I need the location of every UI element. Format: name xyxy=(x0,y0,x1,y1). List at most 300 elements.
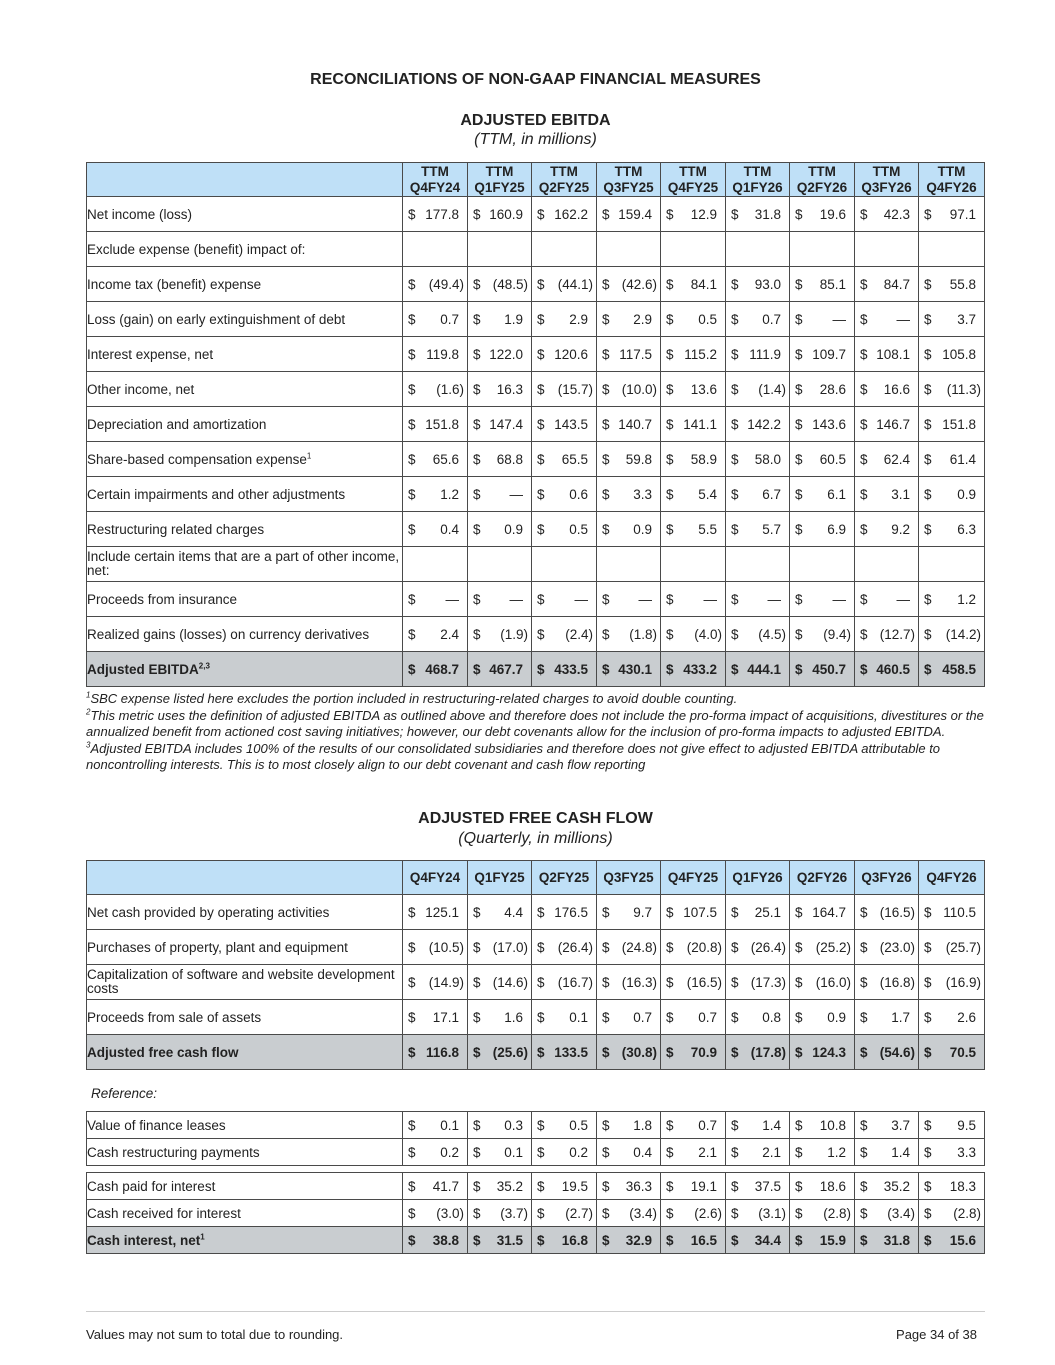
cell-value: 0.1 xyxy=(440,1117,459,1133)
currency-symbol: $ xyxy=(473,486,481,502)
currency-symbol: $ xyxy=(537,381,545,397)
cell-value: 111.9 xyxy=(749,346,781,362)
column-header xyxy=(661,163,726,197)
value-cell xyxy=(597,267,661,302)
value-cell-content xyxy=(855,487,918,502)
currency-symbol: $ xyxy=(666,1117,674,1133)
value-cell xyxy=(597,1000,661,1035)
value-cell-content xyxy=(468,207,531,222)
value-cell-content xyxy=(661,1010,725,1025)
row-label-text: Net income (loss) xyxy=(87,206,193,222)
currency-symbol: $ xyxy=(537,904,545,920)
value-cell xyxy=(661,617,726,652)
currency-symbol: $ xyxy=(473,1117,481,1133)
currency-symbol: $ xyxy=(731,904,739,920)
header-blank xyxy=(87,861,403,895)
currency-symbol: $ xyxy=(924,939,932,955)
value-cell xyxy=(661,407,726,442)
value-cell xyxy=(661,1035,726,1070)
cell-value: 159.4 xyxy=(618,206,652,222)
value-cell xyxy=(919,442,985,477)
cell-value: (49.4) xyxy=(428,276,464,292)
table-row xyxy=(87,965,985,1000)
currency-symbol: $ xyxy=(795,1232,803,1248)
value-cell xyxy=(532,1139,597,1166)
value-cell-content xyxy=(855,905,918,920)
row-label xyxy=(87,442,403,477)
cell-value: 430.1 xyxy=(618,661,652,677)
value-cell-content xyxy=(790,487,854,502)
currency-symbol: $ xyxy=(537,521,545,537)
cell-value: 0.4 xyxy=(633,1144,652,1160)
cell-value: 176.5 xyxy=(554,904,588,920)
cell-value: 164.7 xyxy=(812,904,846,920)
currency-symbol: $ xyxy=(473,1009,481,1025)
cell-value: 65.5 xyxy=(561,451,588,467)
value-cell-content xyxy=(468,1179,531,1194)
cell-value: 1.2 xyxy=(957,591,976,607)
column-header-line2: Q3FY25 xyxy=(603,179,654,195)
cell-value: 3.7 xyxy=(891,1117,910,1133)
column-header-line2: Q4FY24 xyxy=(409,179,461,195)
value-cell-content xyxy=(726,452,789,467)
currency-symbol: $ xyxy=(408,346,416,362)
currency-symbol: $ xyxy=(731,1232,739,1248)
currency-symbol: $ xyxy=(602,346,610,362)
value-cell xyxy=(403,1000,468,1035)
cell-value: (26.4) xyxy=(557,939,593,955)
cell-value: 1.8 xyxy=(633,1117,652,1133)
value-cell xyxy=(403,1173,468,1200)
row-label-text: Loss (gain) on early extinguishment of debt xyxy=(87,311,346,327)
value-cell xyxy=(790,302,855,337)
currency-symbol: $ xyxy=(537,346,545,362)
currency-symbol: $ xyxy=(795,276,803,292)
value-cell-content xyxy=(919,975,984,990)
value-cell-content xyxy=(532,662,596,677)
value-cell xyxy=(532,1000,597,1035)
currency-symbol: $ xyxy=(731,1178,739,1194)
page-title: RECONCILIATIONS OF NON-GAAP FINANCIAL MEASURES xyxy=(310,71,761,88)
value-cell xyxy=(597,617,661,652)
footnote xyxy=(86,741,991,774)
value-cell-content xyxy=(403,487,467,502)
value-cell xyxy=(726,477,790,512)
value-cell xyxy=(919,1112,985,1139)
value-cell-content xyxy=(532,1145,596,1160)
currency-symbol: $ xyxy=(408,661,416,677)
value-cell-content xyxy=(661,522,725,537)
cell-value: 18.3 xyxy=(949,1178,976,1194)
cell-value: 31.5 xyxy=(496,1232,523,1248)
value-cell xyxy=(790,930,855,965)
cell-value: (20.8) xyxy=(686,939,722,955)
value-cell-content xyxy=(403,207,467,222)
total-row xyxy=(87,1035,985,1070)
currency-symbol: $ xyxy=(473,521,481,537)
currency-symbol: $ xyxy=(731,626,739,642)
currency-symbol: $ xyxy=(666,1144,674,1160)
value-cell-content xyxy=(919,522,984,537)
currency-symbol: $ xyxy=(473,939,481,955)
currency-symbol: $ xyxy=(473,626,481,642)
currency-symbol: $ xyxy=(924,904,932,920)
currency-symbol: $ xyxy=(795,1144,803,1160)
value-cell-content xyxy=(403,1045,467,1060)
value-cell xyxy=(726,267,790,302)
fcf-table xyxy=(86,860,985,1070)
value-cell-content xyxy=(532,207,596,222)
value-cell xyxy=(855,547,919,582)
cell-value: 42.3 xyxy=(883,206,910,222)
value-cell xyxy=(661,372,726,407)
value-cell-content xyxy=(726,312,789,327)
value-cell-content xyxy=(790,1179,854,1194)
row-label-text: Share-based compensation expense xyxy=(87,451,307,467)
value-cell-content xyxy=(597,627,660,642)
column-header xyxy=(855,163,919,197)
value-cell-content xyxy=(597,487,660,502)
value-cell-content xyxy=(726,1010,789,1025)
cell-value: 58.0 xyxy=(754,451,781,467)
currency-symbol: $ xyxy=(537,1117,545,1133)
currency-symbol: $ xyxy=(924,521,932,537)
value-cell-content xyxy=(726,592,789,607)
cell-value: 36.3 xyxy=(625,1178,652,1194)
cell-value: 1.7 xyxy=(891,1009,910,1025)
cell-value: 0.5 xyxy=(569,1117,588,1133)
value-cell-content xyxy=(597,382,660,397)
footnote-number: 3 xyxy=(86,740,91,750)
value-cell-content xyxy=(790,312,854,327)
currency-symbol: $ xyxy=(666,939,674,955)
value-cell-content xyxy=(726,1118,789,1133)
value-cell-content xyxy=(855,1233,918,1248)
cell-value: (3.0) xyxy=(436,1205,464,1221)
value-cell-content xyxy=(532,1118,596,1133)
cell-value: 60.5 xyxy=(819,451,846,467)
currency-symbol: $ xyxy=(666,381,674,397)
table-row xyxy=(87,372,985,407)
currency-symbol: $ xyxy=(795,1178,803,1194)
cell-value: 6.3 xyxy=(957,521,976,537)
currency-symbol: $ xyxy=(924,276,932,292)
row-label xyxy=(87,1227,403,1254)
value-cell xyxy=(468,1139,532,1166)
cell-value: — xyxy=(509,486,523,502)
value-cell xyxy=(532,1200,597,1227)
cell-value: 61.4 xyxy=(949,451,976,467)
value-cell xyxy=(919,407,985,442)
value-cell-content xyxy=(403,592,467,607)
cell-value: 0.9 xyxy=(957,486,976,502)
cell-value: 0.7 xyxy=(440,311,459,327)
cell-value: 13.6 xyxy=(690,381,717,397)
currency-symbol: $ xyxy=(731,1044,739,1060)
value-cell-content xyxy=(790,417,854,432)
value-cell-content xyxy=(661,975,725,990)
value-cell xyxy=(403,232,468,267)
currency-symbol: $ xyxy=(473,1044,481,1060)
cell-value: 62.4 xyxy=(883,451,910,467)
value-cell-content xyxy=(790,1118,854,1133)
value-cell-content xyxy=(919,1010,984,1025)
cell-value: (2.7) xyxy=(565,1205,593,1221)
value-cell-content xyxy=(532,1233,596,1248)
footnotes xyxy=(86,691,991,774)
cell-value: (24.8) xyxy=(621,939,657,955)
value-cell-content xyxy=(532,1010,596,1025)
value-cell-content xyxy=(403,627,467,642)
column-header: Q4FY26 xyxy=(919,861,985,895)
column-header-line2: Q1FY25 xyxy=(474,179,525,195)
value-cell xyxy=(661,337,726,372)
cell-value: 70.5 xyxy=(949,1044,976,1060)
currency-symbol: $ xyxy=(795,591,803,607)
cell-value: 151.8 xyxy=(425,416,459,432)
value-cell-content xyxy=(726,207,789,222)
value-cell-content xyxy=(403,1179,467,1194)
value-cell xyxy=(790,1227,855,1254)
fcf-subtitle: (Quarterly, in millions) xyxy=(458,830,613,847)
value-cell xyxy=(726,1035,790,1070)
column-header-line2: Q2FY25 xyxy=(538,179,590,195)
cell-value: 460.5 xyxy=(876,661,910,677)
cell-value: (42.6) xyxy=(621,276,657,292)
cell-value: 84.7 xyxy=(883,276,910,292)
value-cell-content xyxy=(855,940,918,955)
cell-value: 0.5 xyxy=(698,311,717,327)
value-cell-content xyxy=(403,347,467,362)
value-cell xyxy=(855,372,919,407)
cell-value: (2.8) xyxy=(823,1205,851,1221)
table-row xyxy=(87,442,985,477)
value-cell-content xyxy=(532,382,596,397)
cell-value: 34.4 xyxy=(754,1232,781,1248)
value-cell xyxy=(726,232,790,267)
value-cell xyxy=(790,232,855,267)
cell-value: (1.9) xyxy=(500,626,528,642)
row-label xyxy=(87,582,403,617)
cell-value: 9.7 xyxy=(633,904,652,920)
row-label xyxy=(87,197,403,232)
reference-table-leases xyxy=(86,1111,985,1166)
cell-value: — xyxy=(896,311,910,327)
column-header-line2: Q1FY26 xyxy=(732,179,783,195)
value-cell-content xyxy=(726,382,789,397)
cell-value: — xyxy=(574,591,588,607)
value-cell xyxy=(855,512,919,547)
page-number: Page 34 of 38 xyxy=(896,1327,977,1342)
table-row xyxy=(87,232,985,267)
row-label xyxy=(87,512,403,547)
value-cell-content xyxy=(597,452,660,467)
value-cell xyxy=(661,1227,726,1254)
currency-symbol: $ xyxy=(408,939,416,955)
value-cell xyxy=(597,547,661,582)
cell-value: 93.0 xyxy=(754,276,781,292)
value-cell-content xyxy=(790,1206,854,1221)
currency-symbol: $ xyxy=(860,451,868,467)
value-cell xyxy=(790,895,855,930)
value-cell-content xyxy=(597,312,660,327)
cell-value: 107.5 xyxy=(683,904,717,920)
value-cell-content xyxy=(726,277,789,292)
currency-symbol: $ xyxy=(602,1178,610,1194)
currency-symbol: $ xyxy=(860,206,868,222)
value-cell xyxy=(468,652,532,687)
cell-value: (14.2) xyxy=(945,626,981,642)
value-cell-content xyxy=(726,975,789,990)
table-row xyxy=(87,1139,985,1166)
value-cell xyxy=(661,1112,726,1139)
cell-value: (16.9) xyxy=(945,974,981,990)
table-row xyxy=(87,1173,985,1200)
currency-symbol: $ xyxy=(924,451,932,467)
currency-symbol: $ xyxy=(924,1117,932,1133)
value-cell xyxy=(855,407,919,442)
row-label xyxy=(87,547,403,582)
column-header xyxy=(597,163,661,197)
value-cell xyxy=(855,302,919,337)
value-cell-content xyxy=(468,452,531,467)
currency-symbol: $ xyxy=(537,974,545,990)
value-cell-content xyxy=(597,277,660,292)
column-header-line2: Q4FY25 xyxy=(667,179,719,195)
cell-value: 125.1 xyxy=(425,904,459,920)
cell-value: 9.2 xyxy=(891,521,910,537)
value-cell-content xyxy=(468,312,531,327)
value-cell-content xyxy=(855,627,918,642)
currency-symbol: $ xyxy=(666,1044,674,1060)
column-header: Q3FY26 xyxy=(855,861,919,895)
value-cell-content xyxy=(597,940,660,955)
value-cell xyxy=(919,652,985,687)
value-cell-content xyxy=(468,627,531,642)
value-cell xyxy=(468,232,532,267)
cell-value: (44.1) xyxy=(557,276,593,292)
cell-value: (1.4) xyxy=(758,381,786,397)
currency-symbol: $ xyxy=(473,1232,481,1248)
value-cell-content xyxy=(532,1206,596,1221)
value-cell-content xyxy=(403,522,467,537)
cell-value: (12.7) xyxy=(879,626,915,642)
value-cell xyxy=(597,582,661,617)
value-cell xyxy=(468,1173,532,1200)
column-header: Q4FY25 xyxy=(661,861,726,895)
value-cell xyxy=(855,1227,919,1254)
value-cell-content xyxy=(597,1179,660,1194)
row-label xyxy=(87,1139,403,1166)
cell-value: (3.4) xyxy=(629,1205,657,1221)
row-label xyxy=(87,1112,403,1139)
value-cell-content xyxy=(919,905,984,920)
cell-value: 115.2 xyxy=(684,346,717,362)
value-cell-content xyxy=(403,975,467,990)
cell-value: 5.7 xyxy=(762,521,781,537)
currency-symbol: $ xyxy=(924,416,932,432)
row-label-text: Capitalization of software and website development costs xyxy=(87,967,395,996)
footnote-marker: 1 xyxy=(306,451,312,460)
cell-value: (16.0) xyxy=(815,974,851,990)
footnote-text: This metric uses the definition of adjusted EBITDA as outlined above and therefore does not include the pro-forma impact of acquisitions, divestitures or the annualized benefit from actioned cost saving initiatives; however, our debt covenants allow for the inclusion of pro-forma impacts to adjusted EBITDA. xyxy=(86,707,984,739)
currency-symbol: $ xyxy=(666,1178,674,1194)
value-cell xyxy=(532,232,597,267)
currency-symbol: $ xyxy=(795,206,803,222)
cell-value: 1.9 xyxy=(504,311,523,327)
value-cell-content xyxy=(661,417,725,432)
currency-symbol: $ xyxy=(731,974,739,990)
value-cell xyxy=(403,267,468,302)
value-cell xyxy=(532,407,597,442)
currency-symbol: $ xyxy=(795,1009,803,1025)
currency-symbol: $ xyxy=(860,416,868,432)
value-cell xyxy=(855,1173,919,1200)
row-label-text: Certain impairments and other adjustments xyxy=(87,486,346,502)
value-cell xyxy=(855,1200,919,1227)
value-cell-content xyxy=(790,1145,854,1160)
currency-symbol: $ xyxy=(731,206,739,222)
value-cell xyxy=(726,197,790,232)
value-cell-content xyxy=(855,1010,918,1025)
cell-value: 3.1 xyxy=(891,486,910,502)
currency-symbol: $ xyxy=(666,346,674,362)
column-header xyxy=(403,163,468,197)
value-cell xyxy=(726,1000,790,1035)
cell-value: 151.8 xyxy=(942,416,976,432)
row-label xyxy=(87,895,403,930)
value-cell xyxy=(790,477,855,512)
value-cell-content xyxy=(855,1118,918,1133)
value-cell-content xyxy=(403,662,467,677)
currency-symbol: $ xyxy=(795,346,803,362)
table-row xyxy=(87,582,985,617)
value-cell-content xyxy=(532,487,596,502)
value-cell-content xyxy=(855,1206,918,1221)
column-header xyxy=(919,163,985,197)
currency-symbol: $ xyxy=(473,451,481,467)
value-cell xyxy=(790,965,855,1000)
value-cell xyxy=(661,477,726,512)
currency-symbol: $ xyxy=(795,1205,803,1221)
currency-symbol: $ xyxy=(473,1144,481,1160)
currency-symbol: $ xyxy=(731,486,739,502)
value-cell-content xyxy=(855,662,918,677)
value-cell-content xyxy=(661,277,725,292)
row-label-text: Interest expense, net xyxy=(87,346,214,362)
cell-value: (3.4) xyxy=(887,1205,915,1221)
currency-symbol: $ xyxy=(731,311,739,327)
cell-value: 124.3 xyxy=(812,1044,846,1060)
column-header-line2: Q2FY26 xyxy=(796,179,848,195)
currency-symbol: $ xyxy=(602,381,610,397)
value-cell xyxy=(726,965,790,1000)
cell-value: 55.8 xyxy=(949,276,976,292)
value-cell xyxy=(726,1200,790,1227)
currency-symbol: $ xyxy=(473,346,481,362)
cell-value: 16.8 xyxy=(561,1232,588,1248)
cell-value: 143.5 xyxy=(554,416,588,432)
value-cell xyxy=(790,512,855,547)
value-cell xyxy=(532,302,597,337)
cell-value: 65.6 xyxy=(432,451,459,467)
row-label-text: Cash restructuring payments xyxy=(87,1144,260,1160)
currency-symbol: $ xyxy=(602,974,610,990)
currency-symbol: $ xyxy=(408,1205,416,1221)
value-cell xyxy=(661,197,726,232)
currency-symbol: $ xyxy=(666,904,674,920)
value-cell xyxy=(403,442,468,477)
